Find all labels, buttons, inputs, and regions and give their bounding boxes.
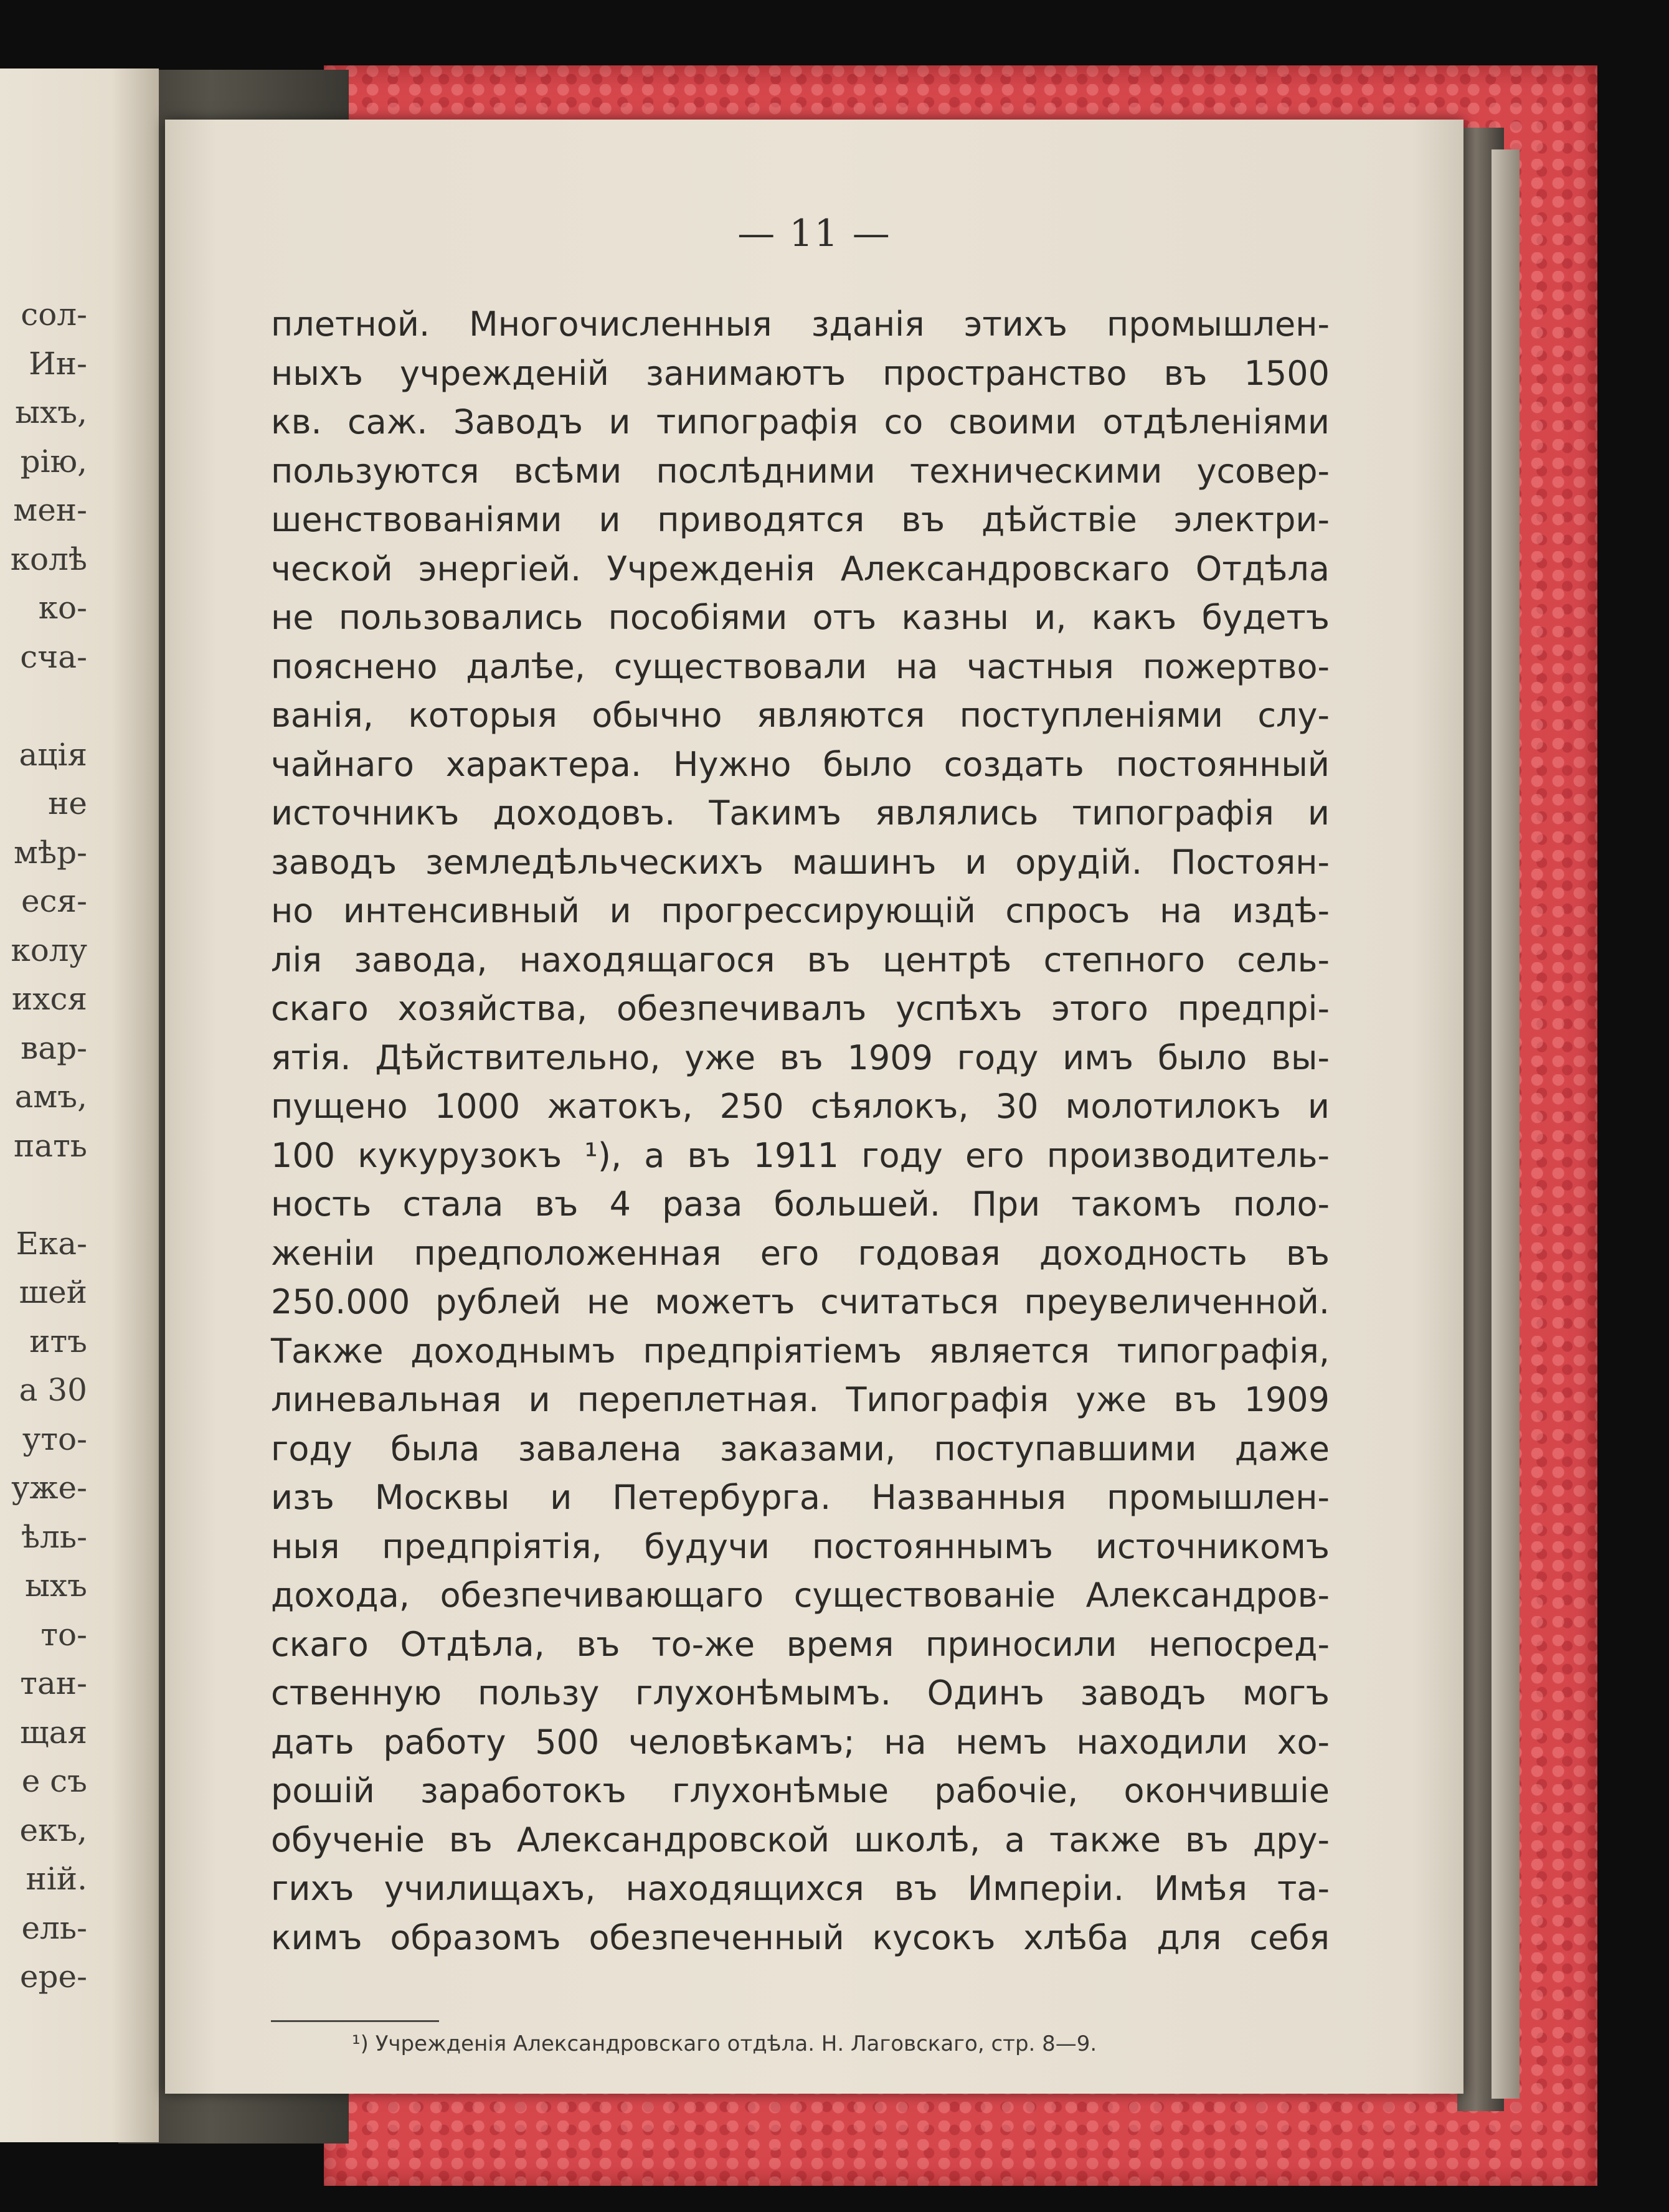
text-line: источникъ доходовъ. Такимъ являлись типографія и [271, 793, 1330, 833]
left-page-fragment: ихся [11, 981, 87, 1017]
left-page-fragment: итъ [29, 1323, 87, 1359]
text-line: дохода, обезпечивающаго существованіе Александров- [271, 1576, 1330, 1615]
text-line: пояснено далѣе, существовали на частныя пожертво- [271, 646, 1330, 686]
body-text [271, 300, 1330, 1962]
text-line: заводъ земледѣльческихъ машинъ и орудій. Постоян- [271, 842, 1330, 882]
left-page-fragment: шей [19, 1274, 87, 1310]
text-line: ность стала въ 4 раза большей. При такомъ поло- [271, 1184, 1330, 1224]
text-line: ванія, которыя обычно являются поступленіями слу- [271, 696, 1330, 735]
text-line: чайнаго характера. Нужно было создать постоянный [271, 744, 1330, 784]
left-page-fragment: ыхъ [25, 1567, 87, 1604]
left-page-fragment: уже- [11, 1470, 87, 1506]
text-line: скаго Отдѣла, въ то-же время приносили непосред- [271, 1624, 1330, 1664]
text-line: 100 кукурузокъ ¹), а въ 1911 году его производитель- [271, 1135, 1330, 1175]
left-page-fragment: е съ [21, 1763, 87, 1799]
text-line: лія завода, находящагося въ центрѣ степного сель- [271, 940, 1330, 980]
text-line: рошій заработокъ глухонѣмые рабочіе, окончившіе [271, 1771, 1330, 1810]
page-number: — 11 — [737, 212, 891, 255]
text-line: женіи предположенная его годовая доходность въ [271, 1233, 1330, 1273]
left-page-fragment: ель- [21, 1909, 87, 1946]
right-page [165, 120, 1463, 2094]
left-page-fragment: мен- [13, 492, 87, 528]
left-page-fragment: сол- [21, 296, 87, 333]
text-line: кимъ образомъ обезпеченный кусокъ хлѣба для себя [271, 1917, 1330, 1957]
text-line: обученіе въ Александровской школѣ, а также въ дру- [271, 1820, 1330, 1860]
text-line: шенствованіями и приводятся въ дѣйствіе электри- [271, 500, 1330, 539]
text-line: Также доходнымъ предпріятіемъ является типографія, [271, 1331, 1330, 1371]
footnote: ¹) Учрежденія Александровскаго отдѣла. Н. Лаговскаго, стр. 8—9. [352, 2031, 1097, 2056]
left-page-fragment: ере- [19, 1959, 87, 1995]
text-line: скаго хозяйства, обезпечивалъ успѣхъ этого предпрі- [271, 989, 1330, 1028]
left-page-fragment: щая [20, 1714, 87, 1751]
left-page-fragment: ація [19, 736, 87, 773]
text-line: 250.000 рублей не можетъ считаться преувеличенной. [271, 1282, 1330, 1321]
left-page-fragment: Ин- [29, 345, 87, 382]
text-line: но интенсивный и прогрессирующій спросъ на издѣ- [271, 891, 1330, 930]
footnote-rule [271, 2020, 439, 2022]
left-facing-page [0, 69, 159, 2142]
left-page-fragment: тан- [20, 1665, 87, 1701]
text-line: не пользовались пособіями отъ казны и, какъ будетъ [271, 598, 1330, 637]
left-page-fragment: колу [11, 932, 87, 968]
text-line: кв. саж. Заводъ и типографія со своими отдѣленіями [271, 402, 1330, 442]
left-page-fragment: еся- [21, 883, 87, 919]
left-page-fragment: а 30 [19, 1372, 87, 1408]
text-line: ческой энергіей. Учрежденія Александровскаго Отдѣла [271, 549, 1330, 588]
text-line: году была завалена заказами, поступавшими даже [271, 1429, 1330, 1468]
left-page-fragment: не [48, 785, 87, 821]
text-line: ныя предпріятія, будучи постояннымъ источникомъ [271, 1526, 1330, 1566]
left-page-fragment: ѣль- [21, 1518, 87, 1555]
left-page-fragment: мѣр- [14, 834, 87, 871]
left-page-fragment: ко- [38, 590, 87, 626]
text-line: ятія. Дѣйствительно, уже въ 1909 году имъ было вы- [271, 1037, 1330, 1077]
text-line: плетной. Многочисленныя зданія этихъ промышлен- [271, 305, 1330, 344]
left-page-fragment: рію, [20, 443, 87, 480]
text-line: пущено 1000 жатокъ, 250 сѣялокъ, 30 молотилокъ и [271, 1087, 1330, 1126]
text-line: линевальная и переплетная. Типографія уже въ 1909 [271, 1380, 1330, 1419]
left-page-fragment: екъ, [19, 1812, 87, 1848]
left-page-fragment: сча- [20, 638, 87, 675]
left-page-fragment: пать [13, 1127, 87, 1164]
left-page-fragment: колѣ [10, 541, 87, 577]
page-stack-edge-light [1492, 149, 1520, 2099]
text-line: пользуются всѣми послѣдними техническими усовер- [271, 451, 1330, 491]
text-line: ственную пользу глухонѣмымъ. Одинъ заводъ могъ [271, 1673, 1330, 1713]
left-page-fragment: Ека- [16, 1225, 87, 1262]
left-page-fragment: амъ, [14, 1079, 87, 1115]
text-line: изъ Москвы и Петербурга. Названныя промышлен- [271, 1478, 1330, 1517]
left-page-fragment: уто- [22, 1420, 87, 1457]
text-line: гихъ училищахъ, находящихся въ Имперіи. Имѣя та- [271, 1869, 1330, 1908]
left-page-fragment: вар- [21, 1029, 87, 1066]
text-line: ныхъ учрежденій занимаютъ пространство въ 1500 [271, 353, 1330, 393]
left-page-fragment: то- [40, 1616, 87, 1653]
left-page-fragment: ыхъ, [15, 394, 87, 430]
left-page-fragment: ній. [26, 1861, 87, 1897]
text-line: дать работу 500 человѣкамъ; на немъ находили хо- [271, 1722, 1330, 1762]
